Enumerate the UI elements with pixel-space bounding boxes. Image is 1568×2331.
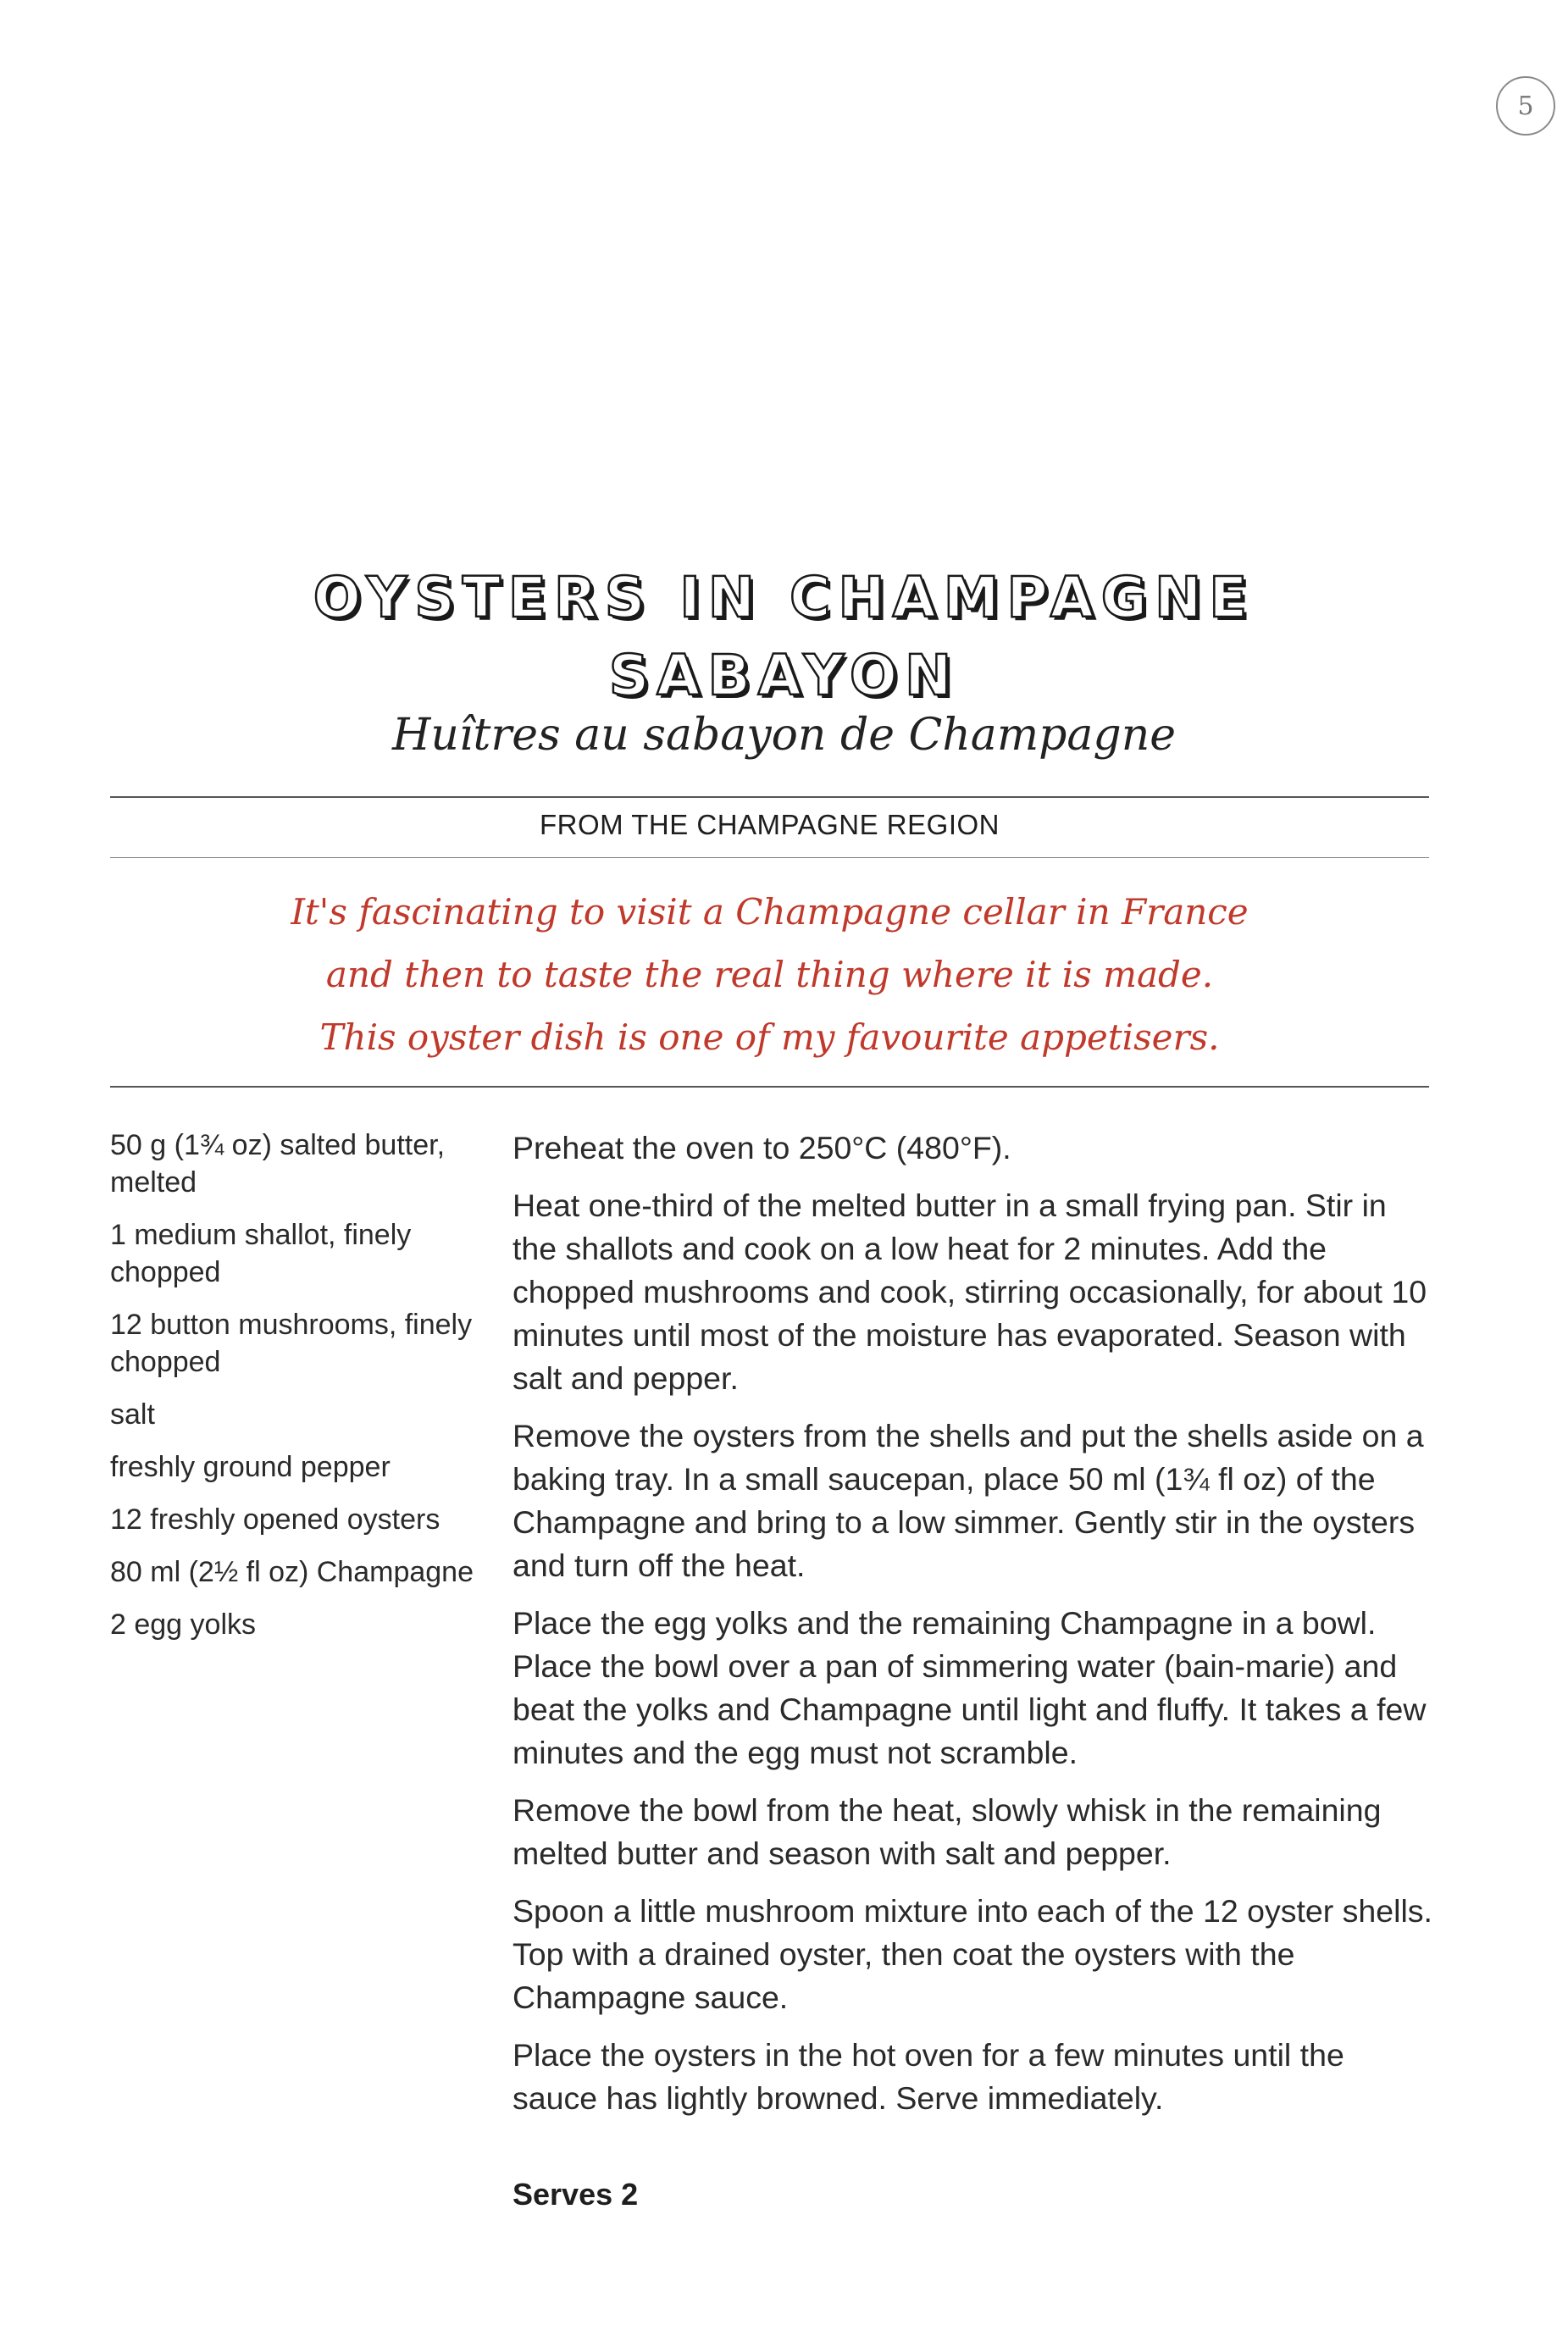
method-step: Place the egg yolks and the remaining Champagne in a bowl. Place the bowl over a pan of simmering water (bain-marie) and beat the yolks and Champagne until light and fluffy. It takes a few minutes and the egg must not scramble. — [513, 1605, 1427, 1770]
recipe-title-line-1: OYSTERS IN CHAMPAGNE — [313, 565, 1255, 630]
method-step: Preheat the oven to 250°C (480°F). — [513, 1130, 1011, 1166]
ingredient-item: salt — [110, 1398, 155, 1431]
page-number: 5 — [1496, 76, 1555, 136]
method-steps — [513, 1127, 1436, 2134]
method-step: Heat one-third of the melted butter in a small frying pan. Stir in the shallots and cook on a low heat for 2 minutes. Add the chopped mushrooms and cook, stirring occasionally, for about 10 minutes until most of the moisture has evaporated. Season with salt and pepper. — [513, 1188, 1427, 1396]
method-step: Place the oysters in the hot oven for a few minutes until the sauce has lightly browned. Serve immediately. — [513, 2037, 1344, 2116]
french-title: Huîtres au sabayon de Champagne — [392, 710, 1176, 761]
divider-top — [110, 796, 1429, 798]
intro-line: and then to taste the real thing where it is made. — [325, 954, 1214, 995]
ingredients-list — [110, 1127, 483, 1658]
divider-bottom — [110, 1086, 1429, 1088]
ingredient-item: 80 ml (2½ fl oz) Champagne — [110, 1556, 474, 1588]
method-step: Remove the oysters from the shells and put the shells aside on a baking tray. In a small saucepan, place 50 ml (1¾ fl oz) of the Champagne and bring to a low simmer. Gently stir in the oysters and turn off the heat. — [513, 1418, 1424, 1583]
region-label: FROM THE CHAMPAGNE REGION — [540, 809, 1000, 840]
ingredient-item: 12 button mushrooms, finely chopped — [110, 1309, 473, 1378]
ingredient-item: 2 egg yolks — [110, 1608, 256, 1641]
ingredient-item: freshly ground pepper — [110, 1451, 391, 1483]
serves-label: Serves 2 — [513, 2177, 639, 2212]
method-step: Remove the bowl from the heat, slowly whisk in the remaining melted butter and season with salt and pepper. — [513, 1792, 1382, 1871]
divider-region — [110, 857, 1429, 858]
intro-line: It's fascinating to visit a Champagne cellar in France — [291, 891, 1249, 933]
ingredient-item: 50 g (1¾ oz) salted butter, melted — [110, 1129, 446, 1199]
intro-text — [110, 881, 1429, 1069]
recipe-title-line-2: SABAYON — [608, 643, 960, 708]
ingredient-item: 12 freshly opened oysters — [110, 1503, 440, 1536]
intro-line: This oyster dish is one of my favourite appetisers. — [319, 1016, 1220, 1058]
recipe-title — [169, 559, 1399, 715]
ingredient-item: 1 medium shallot, finely chopped — [110, 1219, 412, 1288]
method-step: Spoon a little mushroom mixture into each of the 12 oyster shells. Top with a drained oyster, then coat the oysters with the Champagne sauce. — [513, 1893, 1432, 2015]
